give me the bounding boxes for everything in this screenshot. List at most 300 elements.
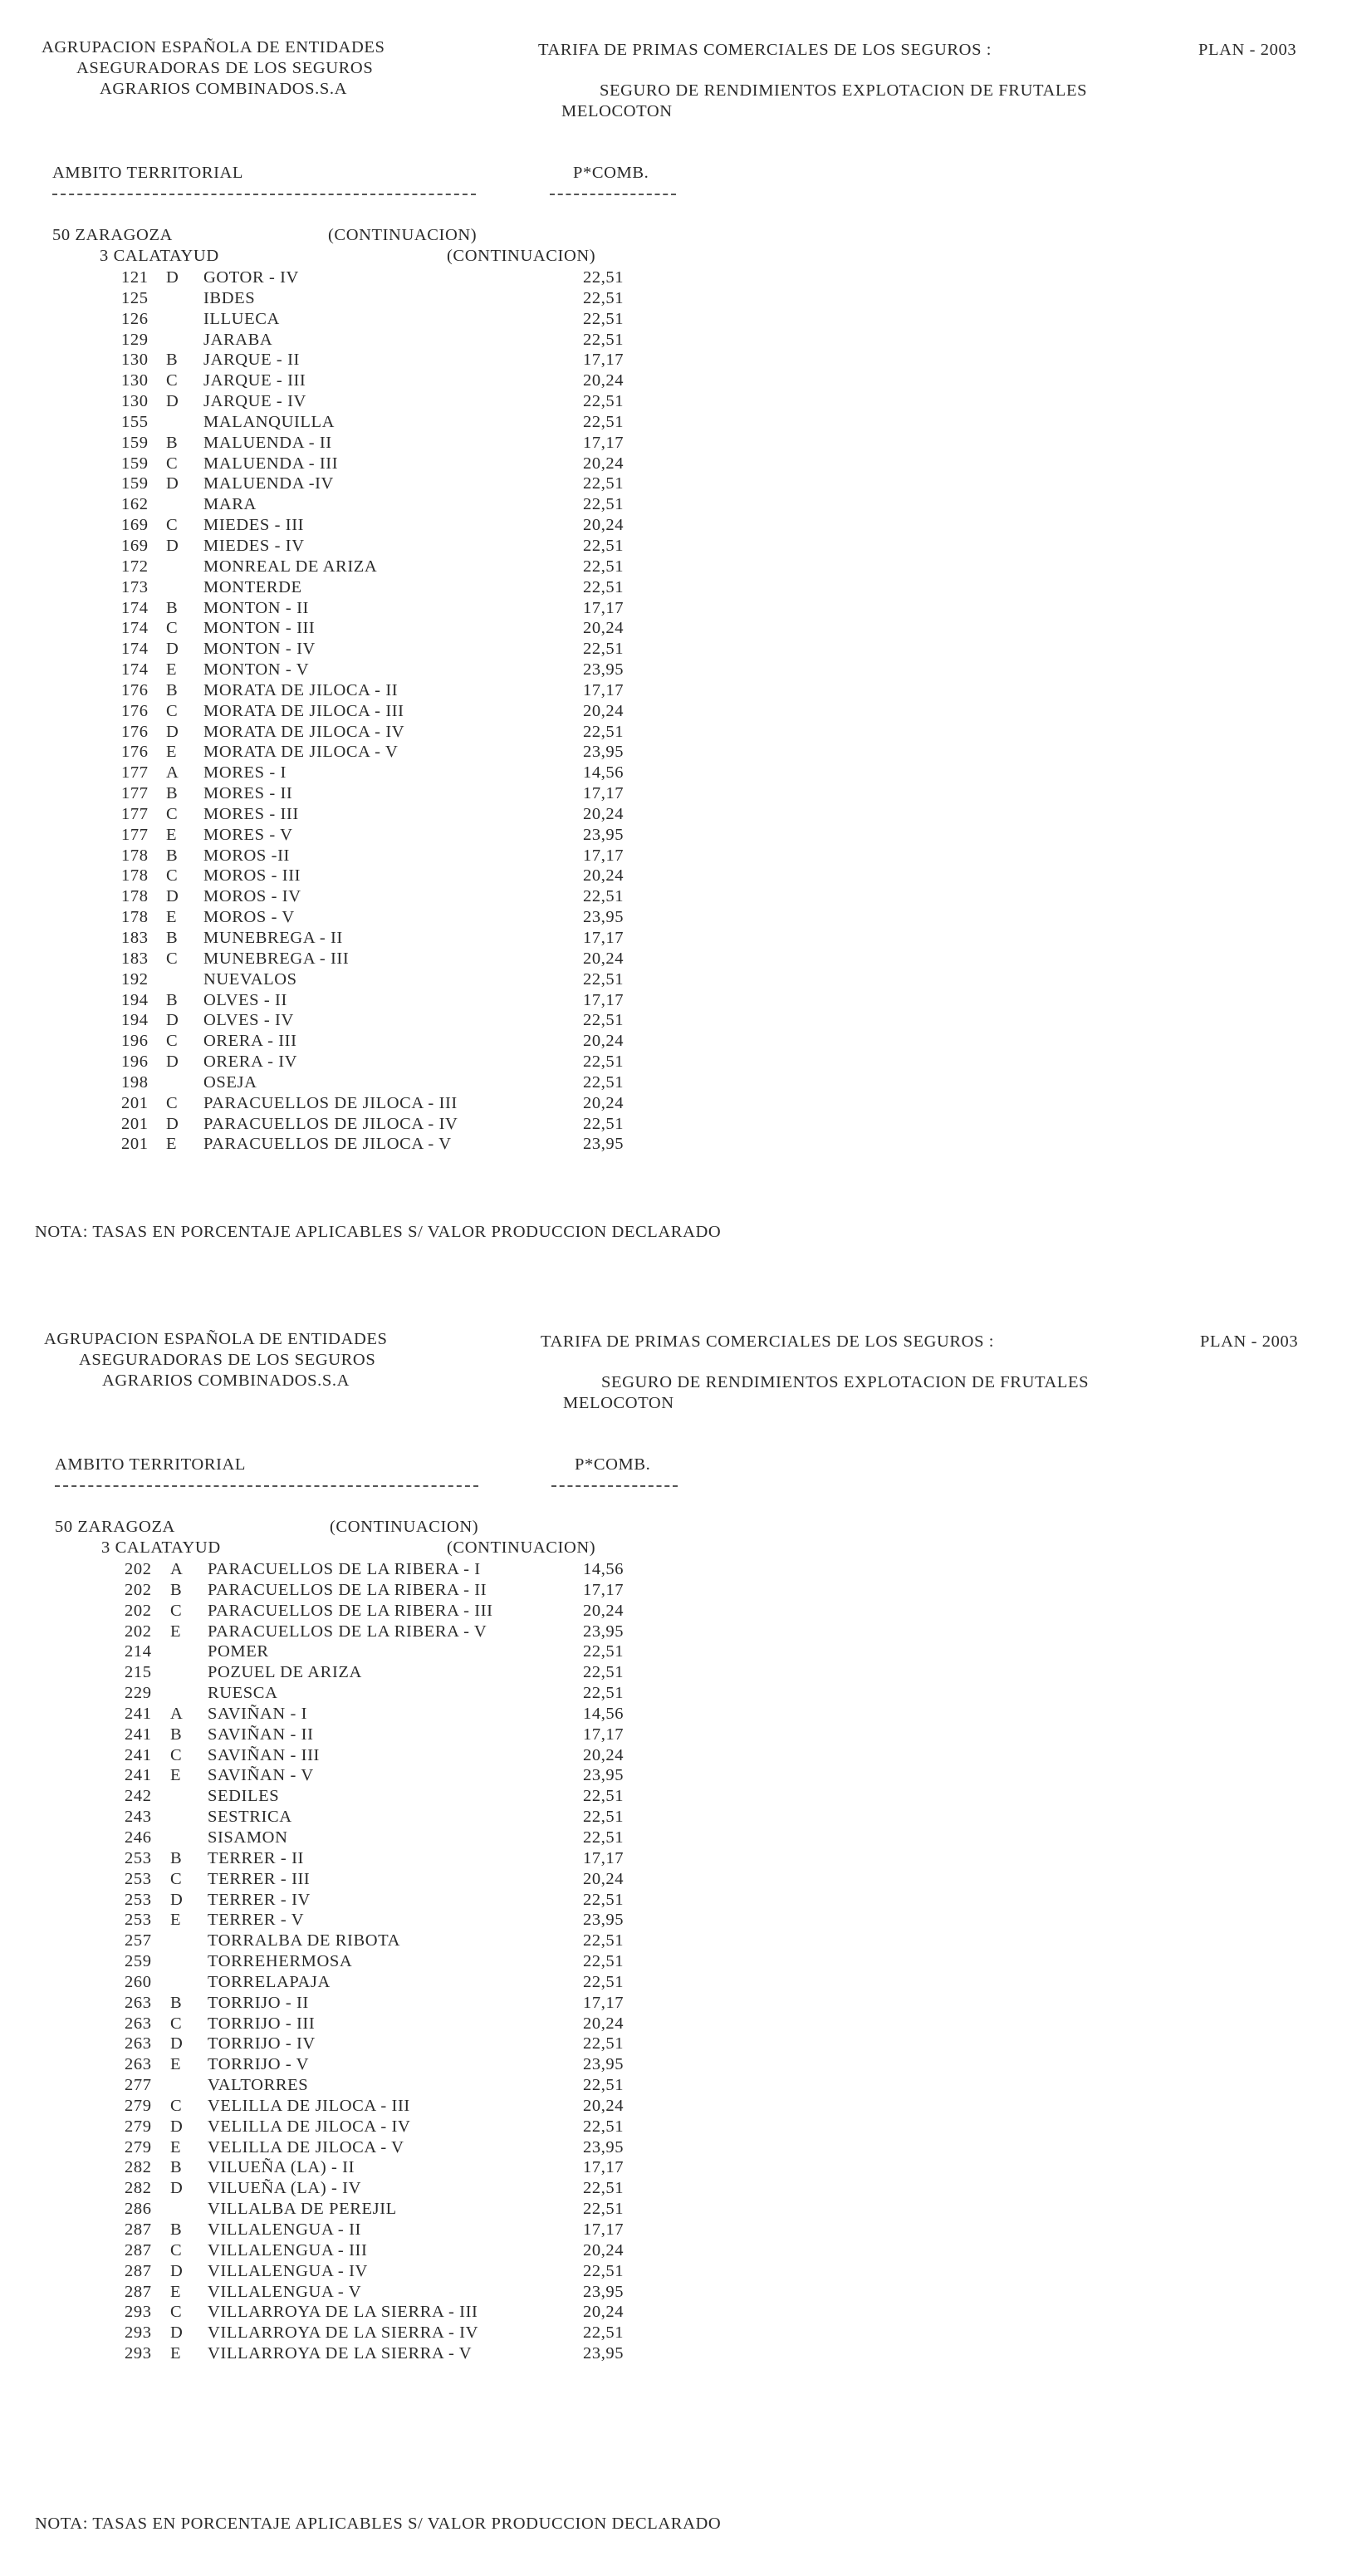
municipality-name: VILLALENGUA - IV bbox=[208, 2261, 368, 2280]
municipality-name: ORERA - III bbox=[203, 1032, 297, 1051]
premium-rate: 20,24 bbox=[583, 371, 625, 390]
municipality-name: MOROS - V bbox=[203, 908, 295, 927]
table-row bbox=[0, 370, 1347, 391]
municipality-name: SAVIÑAN - III bbox=[208, 1745, 320, 1764]
municipality-code: 125 bbox=[121, 288, 149, 307]
table-row bbox=[0, 907, 1347, 928]
municipality-name: TORRALBA DE RIBOTA bbox=[208, 1931, 401, 1950]
municipality-name: POZUEL DE ARIZA bbox=[208, 1663, 362, 1682]
municipality-name: VALTORRES bbox=[208, 2076, 309, 2095]
tarifa-title: TARIFA DE PRIMAS COMERCIALES DE LOS SEGUROS : bbox=[538, 41, 992, 59]
table-row bbox=[0, 1704, 1347, 1725]
premium-rate: 22,51 bbox=[583, 1890, 625, 1909]
premium-rate: 22,51 bbox=[583, 577, 625, 596]
table-row bbox=[0, 1683, 1347, 1704]
table-row bbox=[0, 1931, 1347, 1951]
table-row bbox=[0, 680, 1347, 701]
header-underline-pcomb bbox=[550, 194, 676, 195]
zone-letter: E bbox=[166, 825, 178, 844]
table-row bbox=[0, 2137, 1347, 2158]
premium-rate: 23,95 bbox=[583, 2055, 625, 2074]
municipality-code: 192 bbox=[121, 969, 149, 989]
table-row bbox=[0, 1951, 1347, 1972]
premium-rate: 22,51 bbox=[583, 474, 625, 493]
municipality-code: 257 bbox=[125, 1931, 152, 1950]
municipality-name: MOROS - III bbox=[203, 866, 301, 886]
municipality-code: 174 bbox=[121, 598, 149, 617]
table-row bbox=[0, 2054, 1347, 2075]
zone-letter: A bbox=[170, 1560, 184, 1578]
premium-rate: 23,95 bbox=[583, 2137, 625, 2156]
zone-letter: B bbox=[166, 351, 179, 370]
municipality-code: 277 bbox=[125, 2076, 152, 2095]
municipality-code: 246 bbox=[125, 1828, 152, 1847]
table-row bbox=[0, 391, 1347, 412]
municipality-code: 126 bbox=[121, 309, 149, 328]
municipality-name: VELILLA DE JILOCA - IV bbox=[208, 2117, 411, 2136]
municipality-code: 178 bbox=[121, 866, 149, 886]
premium-rate: 23,95 bbox=[583, 2344, 625, 2363]
zone-letter: D bbox=[166, 268, 179, 287]
municipality-code: 173 bbox=[121, 577, 149, 596]
premium-rate: 20,24 bbox=[583, 1601, 625, 1620]
zone-letter: B bbox=[170, 1725, 183, 1744]
org-name-line-1: AGRUPACION ESPAÑOLA DE ENTIDADES bbox=[44, 1330, 388, 1348]
municipality-name: MONTON - III bbox=[203, 619, 316, 638]
table-row bbox=[0, 1601, 1347, 1622]
table-row bbox=[0, 473, 1347, 494]
premium-rate: 22,51 bbox=[583, 1952, 625, 1971]
municipality-name: VILLARROYA DE LA SIERRA - V bbox=[208, 2344, 473, 2363]
column-header-ambito: AMBITO TERRITORIAL bbox=[55, 1455, 247, 1474]
table-row bbox=[0, 1641, 1347, 1662]
municipality-code: 155 bbox=[121, 412, 149, 431]
municipality-name: MORATA DE JILOCA - V bbox=[203, 743, 399, 762]
municipality-code: 176 bbox=[121, 680, 149, 699]
premium-rate: 23,95 bbox=[583, 2282, 625, 2301]
municipality-name: TERRER - IV bbox=[208, 1890, 311, 1909]
premium-rate: 22,51 bbox=[583, 1072, 625, 1092]
premium-rate: 22,51 bbox=[583, 1642, 625, 1661]
premium-rate: 23,95 bbox=[583, 908, 625, 927]
municipality-code: 183 bbox=[121, 949, 149, 968]
premium-rate: 20,24 bbox=[583, 1093, 625, 1112]
zone-letter: A bbox=[170, 1704, 184, 1723]
municipality-name: TORRIJO - III bbox=[208, 2014, 316, 2033]
zone-letter: C bbox=[170, 2014, 183, 2033]
municipality-code: 202 bbox=[125, 1560, 152, 1578]
municipality-name: JARQUE - III bbox=[203, 371, 306, 390]
premium-rate: 22,51 bbox=[583, 2076, 625, 2095]
municipality-name: ORERA - IV bbox=[203, 1052, 298, 1072]
municipality-code: 176 bbox=[121, 701, 149, 720]
municipality-code: 253 bbox=[125, 1848, 152, 1867]
premium-rate: 14,56 bbox=[583, 1560, 625, 1578]
table-row bbox=[0, 722, 1347, 743]
header-underline-ambito bbox=[55, 1485, 478, 1487]
premium-rate: 22,51 bbox=[583, 2117, 625, 2136]
table-row bbox=[0, 846, 1347, 866]
org-name-line-2: ASEGURADORAS DE LOS SEGUROS bbox=[76, 59, 374, 77]
premium-rate: 23,95 bbox=[583, 743, 625, 762]
premium-rate: 17,17 bbox=[583, 1993, 625, 2012]
premium-rate: 23,95 bbox=[583, 660, 625, 680]
municipality-name: SESTRICA bbox=[208, 1808, 292, 1827]
municipality-code: 263 bbox=[125, 1993, 152, 2012]
premium-rate: 22,51 bbox=[583, 969, 625, 989]
premium-rate: 17,17 bbox=[583, 2158, 625, 2177]
premium-rate: 22,51 bbox=[583, 1808, 625, 1827]
municipality-code: 215 bbox=[125, 1663, 152, 1682]
municipality-code: 177 bbox=[121, 763, 149, 783]
seguro-title: SEGURO DE RENDIMIENTOS EXPLOTACION DE FRUTALES bbox=[600, 81, 1088, 100]
premium-rate: 22,51 bbox=[583, 1828, 625, 1847]
premium-rate: 22,51 bbox=[583, 1787, 625, 1806]
table-row bbox=[0, 928, 1347, 949]
municipality-code: 287 bbox=[125, 2220, 152, 2239]
table-row bbox=[0, 742, 1347, 763]
municipality-code: 241 bbox=[125, 1766, 152, 1785]
zone-letter: E bbox=[166, 743, 178, 762]
municipality-name: MONTON - IV bbox=[203, 640, 316, 659]
municipality-code: 130 bbox=[121, 371, 149, 390]
municipality-name: MALUENDA - II bbox=[203, 433, 332, 452]
premium-rate: 20,24 bbox=[583, 454, 625, 473]
column-header-ambito: AMBITO TERRITORIAL bbox=[52, 164, 244, 182]
municipality-name: JARQUE - IV bbox=[203, 392, 306, 411]
table-row bbox=[0, 866, 1347, 886]
municipality-name: MALANQUILLA bbox=[203, 412, 336, 431]
municipality-code: 174 bbox=[121, 640, 149, 659]
premium-rate: 23,95 bbox=[583, 1911, 625, 1930]
zone-letter: E bbox=[170, 2282, 182, 2301]
premium-rate: 22,51 bbox=[583, 330, 625, 349]
zone-letter: B bbox=[170, 1993, 183, 2012]
table-row bbox=[0, 2034, 1347, 2054]
seguro-title: SEGURO DE RENDIMIENTOS EXPLOTACION DE FRUTALES bbox=[601, 1373, 1090, 1391]
municipality-name: MORATA DE JILOCA - IV bbox=[203, 722, 405, 741]
municipality-name: VILLARROYA DE LA SIERRA - IV bbox=[208, 2323, 479, 2343]
municipality-name: MIEDES - III bbox=[203, 516, 305, 535]
municipality-name: TERRER - V bbox=[208, 1911, 305, 1930]
municipality-code: 241 bbox=[125, 1745, 152, 1764]
premium-rate: 22,51 bbox=[583, 268, 625, 287]
premium-rate: 20,24 bbox=[583, 619, 625, 638]
municipality-name: NUEVALOS bbox=[203, 969, 297, 989]
province-continuation: (CONTINUACION) bbox=[330, 1518, 479, 1536]
org-name-line-1: AGRUPACION ESPAÑOLA DE ENTIDADES bbox=[42, 38, 385, 56]
premium-rate: 17,17 bbox=[583, 2220, 625, 2239]
premium-rate: 14,56 bbox=[583, 763, 625, 783]
table-row bbox=[0, 1725, 1347, 1745]
municipality-code: 263 bbox=[125, 2055, 152, 2074]
zone-letter: D bbox=[166, 392, 179, 411]
table-row bbox=[0, 1972, 1347, 1993]
municipality-code: 121 bbox=[121, 268, 149, 287]
province-continuation: (CONTINUACION) bbox=[328, 226, 478, 244]
crop-name: MELOCOTON bbox=[563, 1394, 674, 1412]
zone-letter: D bbox=[166, 1052, 179, 1072]
table-row bbox=[0, 660, 1347, 680]
municipality-name: MORES - II bbox=[203, 784, 293, 803]
table-row bbox=[0, 2157, 1347, 2178]
municipality-code: 169 bbox=[121, 536, 149, 555]
municipality-name: TERRER - II bbox=[208, 1848, 304, 1867]
premium-rate: 20,24 bbox=[583, 701, 625, 720]
table-row bbox=[0, 2240, 1347, 2261]
premium-rate: 20,24 bbox=[583, 1869, 625, 1888]
premium-rate: 23,95 bbox=[583, 825, 625, 844]
comarca-continuation: (CONTINUACION) bbox=[447, 1538, 596, 1557]
municipality-name: TORRELAPAJA bbox=[208, 1972, 331, 1991]
municipality-code: 279 bbox=[125, 2117, 152, 2136]
premium-rate: 22,51 bbox=[583, 288, 625, 307]
table-row bbox=[0, 1052, 1347, 1072]
municipality-code: 201 bbox=[121, 1114, 149, 1133]
premium-rate: 22,51 bbox=[583, 1972, 625, 1991]
plan-year: PLAN - 2003 bbox=[1200, 1332, 1299, 1351]
province-label: 50 ZARAGOZA bbox=[52, 226, 173, 244]
zone-letter: D bbox=[166, 536, 179, 555]
table-row bbox=[0, 1559, 1347, 1580]
comarca-continuation: (CONTINUACION) bbox=[447, 247, 596, 265]
municipality-code: 196 bbox=[121, 1032, 149, 1051]
table-row bbox=[0, 1114, 1347, 1135]
zone-letter: B bbox=[166, 846, 179, 865]
municipality-code: 176 bbox=[121, 743, 149, 762]
zone-letter: C bbox=[166, 1093, 179, 1112]
municipality-name: MONREAL DE ARIZA bbox=[203, 557, 378, 576]
municipality-code: 174 bbox=[121, 619, 149, 638]
municipality-code: 282 bbox=[125, 2158, 152, 2177]
municipality-name: MUNEBREGA - III bbox=[203, 949, 350, 968]
municipality-code: 287 bbox=[125, 2282, 152, 2301]
table-row bbox=[0, 412, 1347, 433]
zone-letter: D bbox=[170, 2261, 184, 2280]
municipality-code: 253 bbox=[125, 1869, 152, 1888]
zone-letter: B bbox=[166, 990, 179, 1009]
municipality-name: SISAMON bbox=[208, 1828, 288, 1847]
municipality-code: 159 bbox=[121, 433, 149, 452]
municipality-code: 183 bbox=[121, 929, 149, 947]
municipality-name: RUESCA bbox=[208, 1684, 278, 1703]
municipality-code: 201 bbox=[121, 1093, 149, 1112]
municipality-name: PARACUELLOS DE LA RIBERA - I bbox=[208, 1560, 481, 1578]
premium-rate: 20,24 bbox=[583, 2240, 625, 2260]
column-header-pcomb: P*COMB. bbox=[575, 1455, 651, 1474]
premium-rate: 22,51 bbox=[583, 2179, 625, 2198]
premium-rate: 20,24 bbox=[583, 2303, 625, 2322]
table-row bbox=[0, 1910, 1347, 1931]
table-row bbox=[0, 1848, 1347, 1869]
municipality-code: 202 bbox=[125, 1580, 152, 1599]
municipality-name: VILLALBA DE PEREJIL bbox=[208, 2200, 397, 2219]
municipality-code: 169 bbox=[121, 516, 149, 535]
municipality-name: VILLARROYA DE LA SIERRA - III bbox=[208, 2303, 478, 2322]
table-row bbox=[0, 804, 1347, 825]
municipality-name: MORATA DE JILOCA - II bbox=[203, 680, 399, 699]
table-row bbox=[0, 2096, 1347, 2117]
municipality-code: 229 bbox=[125, 1684, 152, 1703]
municipality-name: OLVES - IV bbox=[203, 1011, 294, 1030]
premium-rate: 17,17 bbox=[583, 990, 625, 1009]
table-row bbox=[0, 825, 1347, 846]
premium-rate: 17,17 bbox=[583, 1580, 625, 1599]
table-row bbox=[0, 330, 1347, 351]
zone-letter: B bbox=[170, 1580, 183, 1599]
table-row bbox=[0, 1072, 1347, 1093]
municipality-code: 177 bbox=[121, 804, 149, 823]
premium-rate: 17,17 bbox=[583, 351, 625, 370]
municipality-name: SAVIÑAN - V bbox=[208, 1766, 314, 1785]
zone-letter: B bbox=[166, 680, 179, 699]
premium-rate: 17,17 bbox=[583, 1848, 625, 1867]
premium-rate: 22,51 bbox=[583, 1011, 625, 1030]
municipality-code: 177 bbox=[121, 784, 149, 803]
municipality-name: MORES - I bbox=[203, 763, 287, 783]
table-row bbox=[0, 2178, 1347, 2199]
zone-letter: C bbox=[170, 1869, 183, 1888]
municipality-name: MALUENDA - III bbox=[203, 454, 339, 473]
zone-letter: A bbox=[166, 763, 179, 783]
municipality-code: 129 bbox=[121, 330, 149, 349]
municipality-name: MORES - III bbox=[203, 804, 299, 823]
premium-rate: 14,56 bbox=[583, 1704, 625, 1723]
premium-rate: 22,51 bbox=[583, 2200, 625, 2219]
premium-rate: 20,24 bbox=[583, 516, 625, 535]
premium-rate: 22,51 bbox=[583, 536, 625, 555]
table-row bbox=[0, 309, 1347, 330]
municipality-name: TERRER - III bbox=[208, 1869, 311, 1888]
municipality-code: 263 bbox=[125, 2034, 152, 2053]
municipality-name: SAVIÑAN - I bbox=[208, 1704, 308, 1723]
municipality-name: MONTERDE bbox=[203, 577, 302, 596]
zone-letter: D bbox=[166, 474, 179, 493]
municipality-name: TORRIJO - II bbox=[208, 1993, 309, 2012]
municipality-name: OLVES - II bbox=[203, 990, 287, 1009]
premium-rate: 23,95 bbox=[583, 1135, 625, 1154]
municipality-name: MARA bbox=[203, 495, 257, 514]
table-row bbox=[0, 783, 1347, 804]
municipality-code: 293 bbox=[125, 2323, 152, 2343]
zone-letter: E bbox=[170, 1911, 182, 1930]
table-row bbox=[0, 1093, 1347, 1114]
municipality-code: 293 bbox=[125, 2344, 152, 2363]
table-row bbox=[0, 2014, 1347, 2034]
table-row bbox=[0, 1828, 1347, 1848]
municipality-name: SEDILES bbox=[208, 1787, 280, 1806]
municipality-code: 196 bbox=[121, 1052, 149, 1072]
table-row bbox=[0, 515, 1347, 536]
premium-rate: 20,24 bbox=[583, 1745, 625, 1764]
municipality-code: 177 bbox=[121, 825, 149, 844]
org-name-line-3: AGRARIOS COMBINADOS.S.A bbox=[102, 1371, 350, 1390]
municipality-name: OSEJA bbox=[203, 1072, 257, 1092]
municipality-name: MUNEBREGA - II bbox=[203, 929, 343, 947]
municipality-name: MOROS - IV bbox=[203, 887, 301, 906]
municipality-code: 279 bbox=[125, 2137, 152, 2156]
table-row bbox=[0, 536, 1347, 557]
table-row bbox=[0, 990, 1347, 1011]
premium-rate: 17,17 bbox=[583, 433, 625, 452]
municipality-code: 194 bbox=[121, 990, 149, 1009]
table-row bbox=[0, 288, 1347, 309]
premium-rate: 17,17 bbox=[583, 846, 625, 865]
zone-letter: E bbox=[170, 1766, 182, 1785]
municipality-name: MALUENDA -IV bbox=[203, 474, 334, 493]
zone-letter: C bbox=[166, 804, 179, 823]
table-row bbox=[0, 763, 1347, 783]
municipality-code: 130 bbox=[121, 392, 149, 411]
zone-letter: C bbox=[170, 2096, 183, 2115]
table-row bbox=[0, 494, 1347, 515]
table-row bbox=[0, 639, 1347, 660]
footnote: NOTA: TASAS EN PORCENTAJE APLICABLES S/ VALOR PRODUCCION DECLARADO bbox=[35, 2515, 722, 2533]
municipality-name: IBDES bbox=[203, 288, 256, 307]
municipality-name: JARQUE - II bbox=[203, 351, 300, 370]
zone-letter: C bbox=[166, 701, 179, 720]
zone-letter: E bbox=[170, 2055, 182, 2074]
table-row bbox=[0, 1765, 1347, 1786]
crop-name: MELOCOTON bbox=[561, 102, 673, 120]
table-row bbox=[0, 2302, 1347, 2323]
municipality-code: 130 bbox=[121, 351, 149, 370]
premium-rate: 23,95 bbox=[583, 1622, 625, 1641]
municipality-code: 287 bbox=[125, 2240, 152, 2260]
municipality-name: PARACUELLOS DE LA RIBERA - III bbox=[208, 1601, 493, 1620]
municipality-name: VILUEÑA (LA) - II bbox=[208, 2158, 355, 2177]
zone-letter: C bbox=[166, 949, 179, 968]
zone-letter: D bbox=[166, 887, 179, 906]
table-row bbox=[0, 618, 1347, 639]
municipality-code: 241 bbox=[125, 1725, 152, 1744]
municipality-name: VELILLA DE JILOCA - V bbox=[208, 2137, 404, 2156]
zone-letter: E bbox=[166, 1135, 178, 1154]
municipality-code: 201 bbox=[121, 1135, 149, 1154]
table-row bbox=[0, 267, 1347, 288]
municipality-code: 253 bbox=[125, 1911, 152, 1930]
table-row bbox=[0, 886, 1347, 907]
municipality-code: 282 bbox=[125, 2179, 152, 2198]
zone-letter: E bbox=[170, 2137, 182, 2156]
municipality-name: PARACUELLOS DE JILOCA - III bbox=[203, 1093, 458, 1112]
municipality-code: 202 bbox=[125, 1622, 152, 1641]
zone-letter: E bbox=[166, 908, 178, 927]
footnote: NOTA: TASAS EN PORCENTAJE APLICABLES S/ VALOR PRODUCCION DECLARADO bbox=[35, 1223, 722, 1241]
municipality-code: 162 bbox=[121, 495, 149, 514]
municipality-name: PARACUELLOS DE LA RIBERA - V bbox=[208, 1622, 487, 1641]
premium-rate: 20,24 bbox=[583, 866, 625, 886]
table-row bbox=[0, 2323, 1347, 2343]
premium-rate: 22,51 bbox=[583, 2261, 625, 2280]
municipality-name: TORREHERMOSA bbox=[208, 1952, 353, 1971]
municipality-name: VELILLA DE JILOCA - III bbox=[208, 2096, 410, 2115]
tarifa-title: TARIFA DE PRIMAS COMERCIALES DE LOS SEGUROS : bbox=[541, 1332, 995, 1351]
zone-letter: D bbox=[170, 2323, 184, 2343]
municipality-name: MONTON - II bbox=[203, 598, 309, 617]
table-row bbox=[0, 1993, 1347, 2014]
table-row bbox=[0, 2075, 1347, 2096]
zone-letter: E bbox=[170, 2344, 182, 2363]
municipality-name: PARACUELLOS DE LA RIBERA - II bbox=[208, 1580, 487, 1599]
municipality-name: JARABA bbox=[203, 330, 273, 349]
premium-rate: 22,51 bbox=[583, 412, 625, 431]
municipality-name: POMER bbox=[208, 1642, 269, 1661]
zone-letter: C bbox=[166, 516, 179, 535]
table-row bbox=[0, 1745, 1347, 1766]
municipality-code: 242 bbox=[125, 1787, 152, 1806]
premium-rate: 23,95 bbox=[583, 1766, 625, 1785]
